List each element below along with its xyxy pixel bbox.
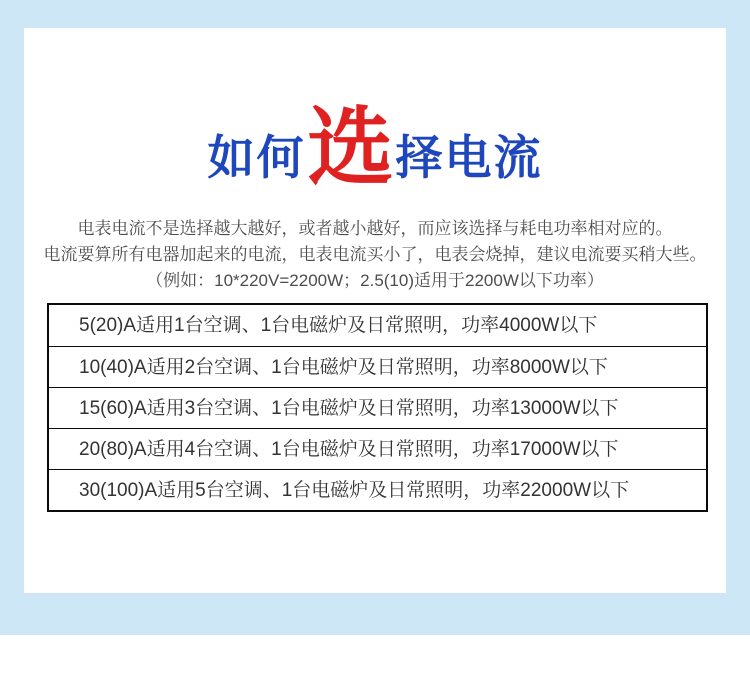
intro-paragraph: [24, 216, 726, 294]
table-row: 20(80)A适用4台空调、1台电磁炉及日常照明，功率17000W以下: [49, 428, 706, 469]
intro-line-1: 电表电流不是选择越大越好，或者越小越好，而应该选择与耗电功率相对应的。: [77, 218, 673, 238]
page-title: [24, 100, 726, 196]
intro-line-2: 电流要算所有电器加起来的电流，电表电流买小了，电表会烧掉，建议电流要买稍大些。: [43, 244, 707, 264]
title-part-2: 择电流: [395, 130, 543, 184]
intro-line-3: （例如：10*220V=2200W；2.5(10)适用于2200W以下功率）: [146, 270, 604, 290]
title-part-1: 如何: [207, 130, 306, 184]
current-recommendation-table: [47, 303, 708, 512]
table-row: 30(100)A适用5台空调、1台电磁炉及日常照明，功率22000W以下: [49, 469, 706, 510]
content-card: [24, 28, 726, 593]
table-row: 5(20)A适用1台空调、1台电磁炉及日常照明，功率4000W以下: [79, 314, 598, 336]
title-highlight-char: 选: [307, 100, 394, 196]
table-row: 15(60)A适用3台空调、1台电磁炉及日常照明，功率13000W以下: [49, 387, 706, 428]
table-row: 10(40)A适用2台空调、1台电磁炉及日常照明，功率8000W以下: [49, 346, 706, 387]
